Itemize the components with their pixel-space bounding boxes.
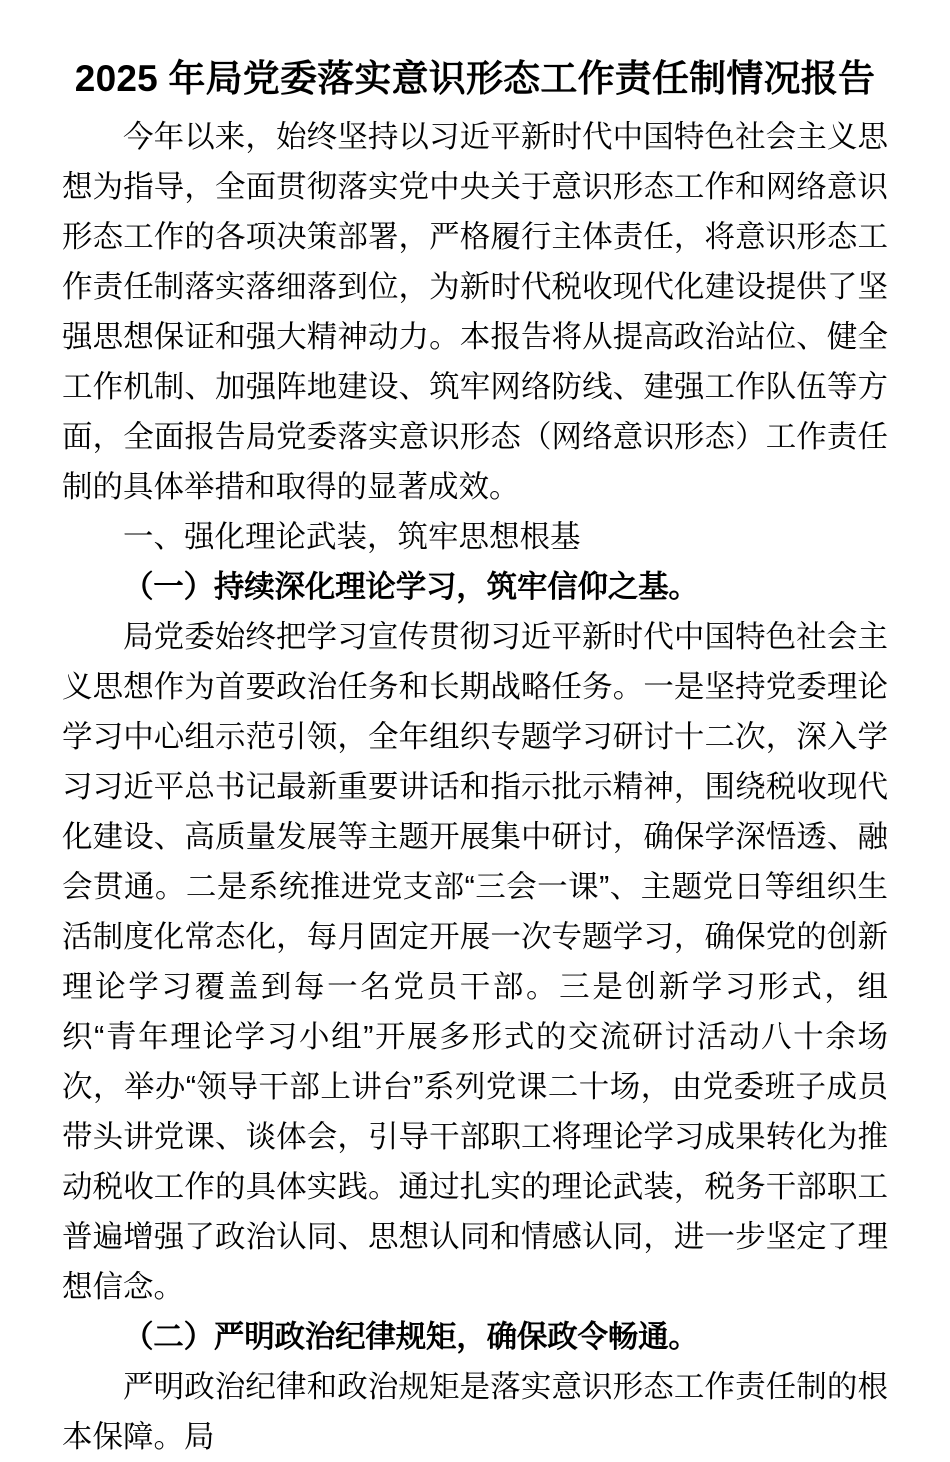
subsection-heading-one-2: （二）严明政治纪律规矩，确保政令畅通。 <box>123 1320 699 1354</box>
paragraph-theory-study: 局党委始终把学习宣传贯彻习近平新时代中国特色社会主义思想作为首要政治任务和长期战略任务。一是坚持党委理论学习中心组示范引领，全年组织专题学习研讨十二次，深入学习习近平总书记最新重要讲话和指示批示精神，围绕税收现代化建设、高质量发展等主题开展集中研讨，确保学深悟透、融会贯通。二是系统推进党支部“三会一课”、主题党日等组织生活制度化常态化，每月固定开展一次专题学习，确保党的创新理论学习覆盖到每一名党员干部。三是创新学习形式，组织“青年理论学习小组”开展多形式的交流研讨活动八十余场次，举办“领导干部上讲台”系列党课二十场，由党委班子成员带头讲党课、谈体会，引导干部职工将理论学习成果转化为推动税收工作的具体实践。通过扎实的理论武装，税务干部职工普遍增强了政治认同、思想认同和情感认同，进一步坚定了理想信念。 <box>62 620 888 1304</box>
subsection-heading-one-1: （一）持续深化理论学习，筑牢信仰之基。 <box>123 570 699 604</box>
paragraph-political-discipline: 严明政治纪律和政治规矩是落实意识形态工作责任制的根本保障。局 <box>62 1370 888 1454</box>
document-content <box>62 52 888 1462</box>
paragraph-intro: 今年以来，始终坚持以习近平新时代中国特色社会主义思想为指导，全面贯彻落实党中央关于意识形态工作和网络意识形态工作的各项决策部署，严格履行主体责任，将意识形态工作责任制落实落细落到位，为新时代税收现代化建设提供了坚强思想保证和强大精神动力。本报告将从提高政治站位、健全工作机制、加强阵地建设、筑牢网络防线、建强工作队伍等方面，全面报告局党委落实意识形态（网络意识形态）工作责任制的具体举措和取得的显著成效。 <box>62 120 888 504</box>
page-title: 2025 年局党委落实意识形态工作责任制情况报告 <box>74 58 876 99</box>
section-heading-one: 一、强化理论武装，筑牢思想根基 <box>123 520 581 554</box>
